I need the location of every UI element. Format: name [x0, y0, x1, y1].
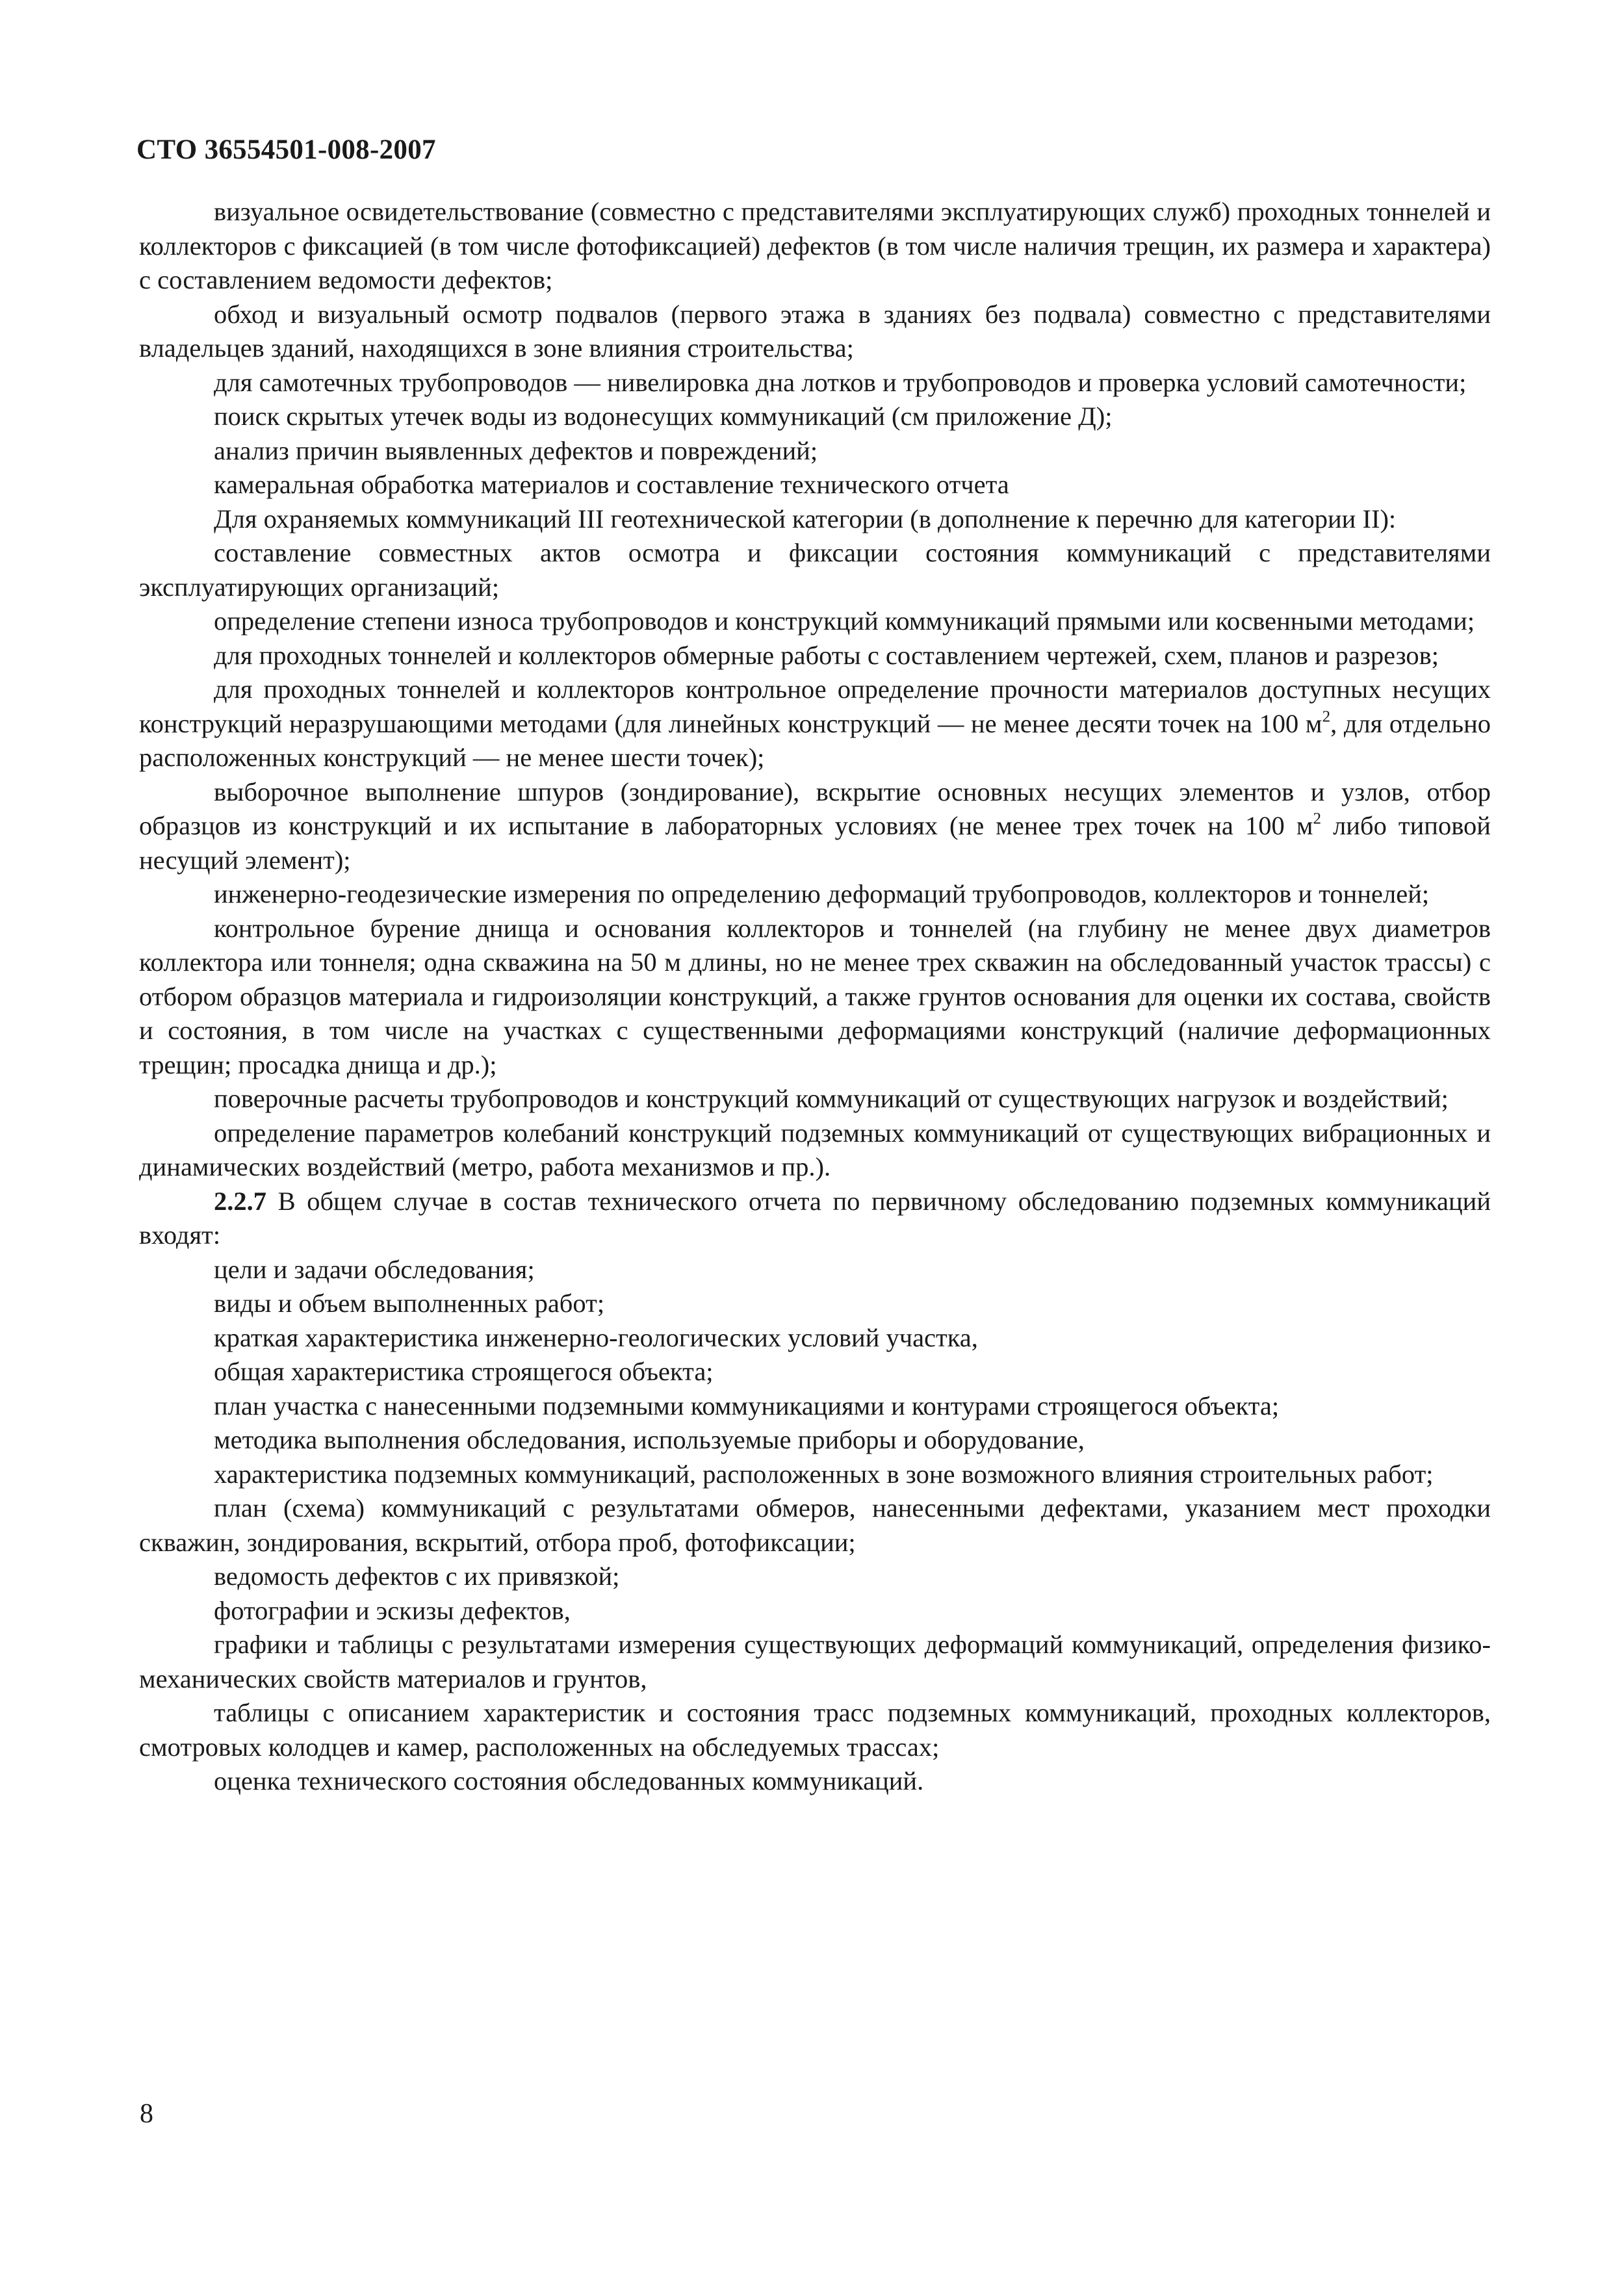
paragraph: оценка технического состояния обследованных коммуникаций. [214, 1766, 924, 1795]
paragraph: фотографии и эскизы дефектов, [214, 1595, 571, 1625]
document-code-header: СТО 36554501-008-2007 [136, 135, 436, 165]
paragraph: анализ причин выявленных дефектов и повреждений; [214, 435, 818, 465]
paragraph: виды и объем выполненных работ; [214, 1289, 605, 1318]
paragraph: для проходных тоннелей и коллекторов обмерные работы с составлением чертежей, схем, планов и разрезов; [214, 640, 1439, 670]
superscript-2: 2 [1322, 708, 1331, 726]
superscript-2: 2 [1313, 810, 1322, 828]
paragraph: цели и задачи обследования; [214, 1254, 535, 1284]
paragraph: Для охраняемых коммуникаций III геотехнической категории (в дополнение к перечню для категории II): [214, 504, 1397, 533]
paragraph: план (схема) коммуникаций с результатами обмеров, нанесенными дефектами, указанием мест проходки скважин, зондирования, вскрытий, отбора проб, фотофиксации; [139, 1493, 1491, 1557]
paragraph: камеральная обработка материалов и составление технического отчета [214, 470, 1009, 499]
paragraph: определение степени износа трубопроводов и конструкций коммуникаций прямыми или косвенными методами; [214, 606, 1475, 636]
paragraph: графики и таблицы с результатами измерения существующих деформаций коммуникаций, определения физико-механических свойств материалов и грунтов, [139, 1630, 1491, 1693]
paragraph: инженерно-геодезические измерения по определению деформаций трубопроводов, коллекторов и тоннелей; [214, 879, 1430, 908]
paragraph: составление совместных актов осмотра и фиксации состояния коммуникаций с представителями эксплуатирующих организаций; [139, 538, 1491, 602]
paragraph: ведомость дефектов с их привязкой; [214, 1562, 620, 1591]
document-body [139, 195, 1491, 1799]
paragraph: краткая характеристика инженерно-геологических условий участка, [214, 1322, 978, 1352]
paragraph: таблицы с описанием характеристик и состояния трасс подземных коммуникаций, проходных коллекторов, смотровых колодцев и камер, расположенных на обследуемых трассах; [139, 1698, 1491, 1762]
section-paragraph-text: В общем случае в состав технического отчета по первичному обследованию подземных коммуникаций входят: [139, 1186, 1491, 1250]
paragraph: поиск скрытых утечек воды из водонесущих коммуникаций (см приложение Д); [214, 402, 1113, 431]
paragraph: общая характеристика строящегося объекта; [214, 1357, 714, 1386]
paragraph: визуальное освидетельствование (совместно с представителями эксплуатирующих служб) проходных тоннелей и коллекторов с фиксацией (в том числе фотофиксацией) дефектов (в том числе наличия трещин, их размера и характера) с составлением ведомости дефектов; [139, 197, 1491, 294]
paragraph: для проходных тоннелей и коллекторов контрольное определение прочности материалов доступных несущих конструкций неразрушающими методами (для линейных конструкций — не менее десяти точек на 100 $м^2$, для отдельно расположенных конструкций — не менее шести точек); [139, 675, 1491, 772]
page-number: 8 [140, 2099, 153, 2129]
section-paragraph [139, 1185, 1491, 1253]
paragraph: выборочное выполнение шпуров (зондирование), вскрытие основных несущих элементов и узлов, отбор образцов из конструкций и их испытание в лабораторных условиях (не менее трех точек на 100 $м^2$ либо типовой несущий элемент); [139, 777, 1491, 875]
paragraph: для самотечных трубопроводов — нивелировка дна лотков и трубопроводов и проверка условий самотечности; [214, 367, 1467, 397]
paragraph: определение параметров колебаний конструкций подземных коммуникаций от существующих вибрационных и динамических воздействий (метро, работа механизмов и пр.). [139, 1118, 1491, 1181]
paragraph: контрольное бурение днища и основания коллекторов и тоннелей (на глубину не менее двух диаметров коллектора или тоннеля; одна скважина на 50 м длины, но не менее трех скважин на обследованный участок трассы) с отбором образцов материала и гидроизоляции конструкций, а также грунтов основания для оценки их состава, свойств и состояния, в том числе на участках с существенными деформациями конструкций (наличие деформационных трещин; просадка днища и др.); [139, 913, 1491, 1079]
paragraph: методика выполнения обследования, используемые приборы и оборудование, [214, 1425, 1085, 1454]
paragraph: поверочные расчеты трубопроводов и конструкций коммуникаций от существующих нагрузок и воздействий; [214, 1084, 1449, 1113]
section-number: 2.2.7 [214, 1186, 266, 1216]
paragraph: план участка с нанесенными подземными коммуникациями и контурами строящегося объекта; [214, 1391, 1280, 1420]
paragraph: обход и визуальный осмотр подвалов (первого этажа в зданиях без подвала) совместно с представителями владельцев зданий, находящихся в зоне влияния строительства; [139, 299, 1491, 363]
paragraph: характеристика подземных коммуникаций, расположенных в зоне возможного влияния строительных работ; [214, 1459, 1434, 1489]
